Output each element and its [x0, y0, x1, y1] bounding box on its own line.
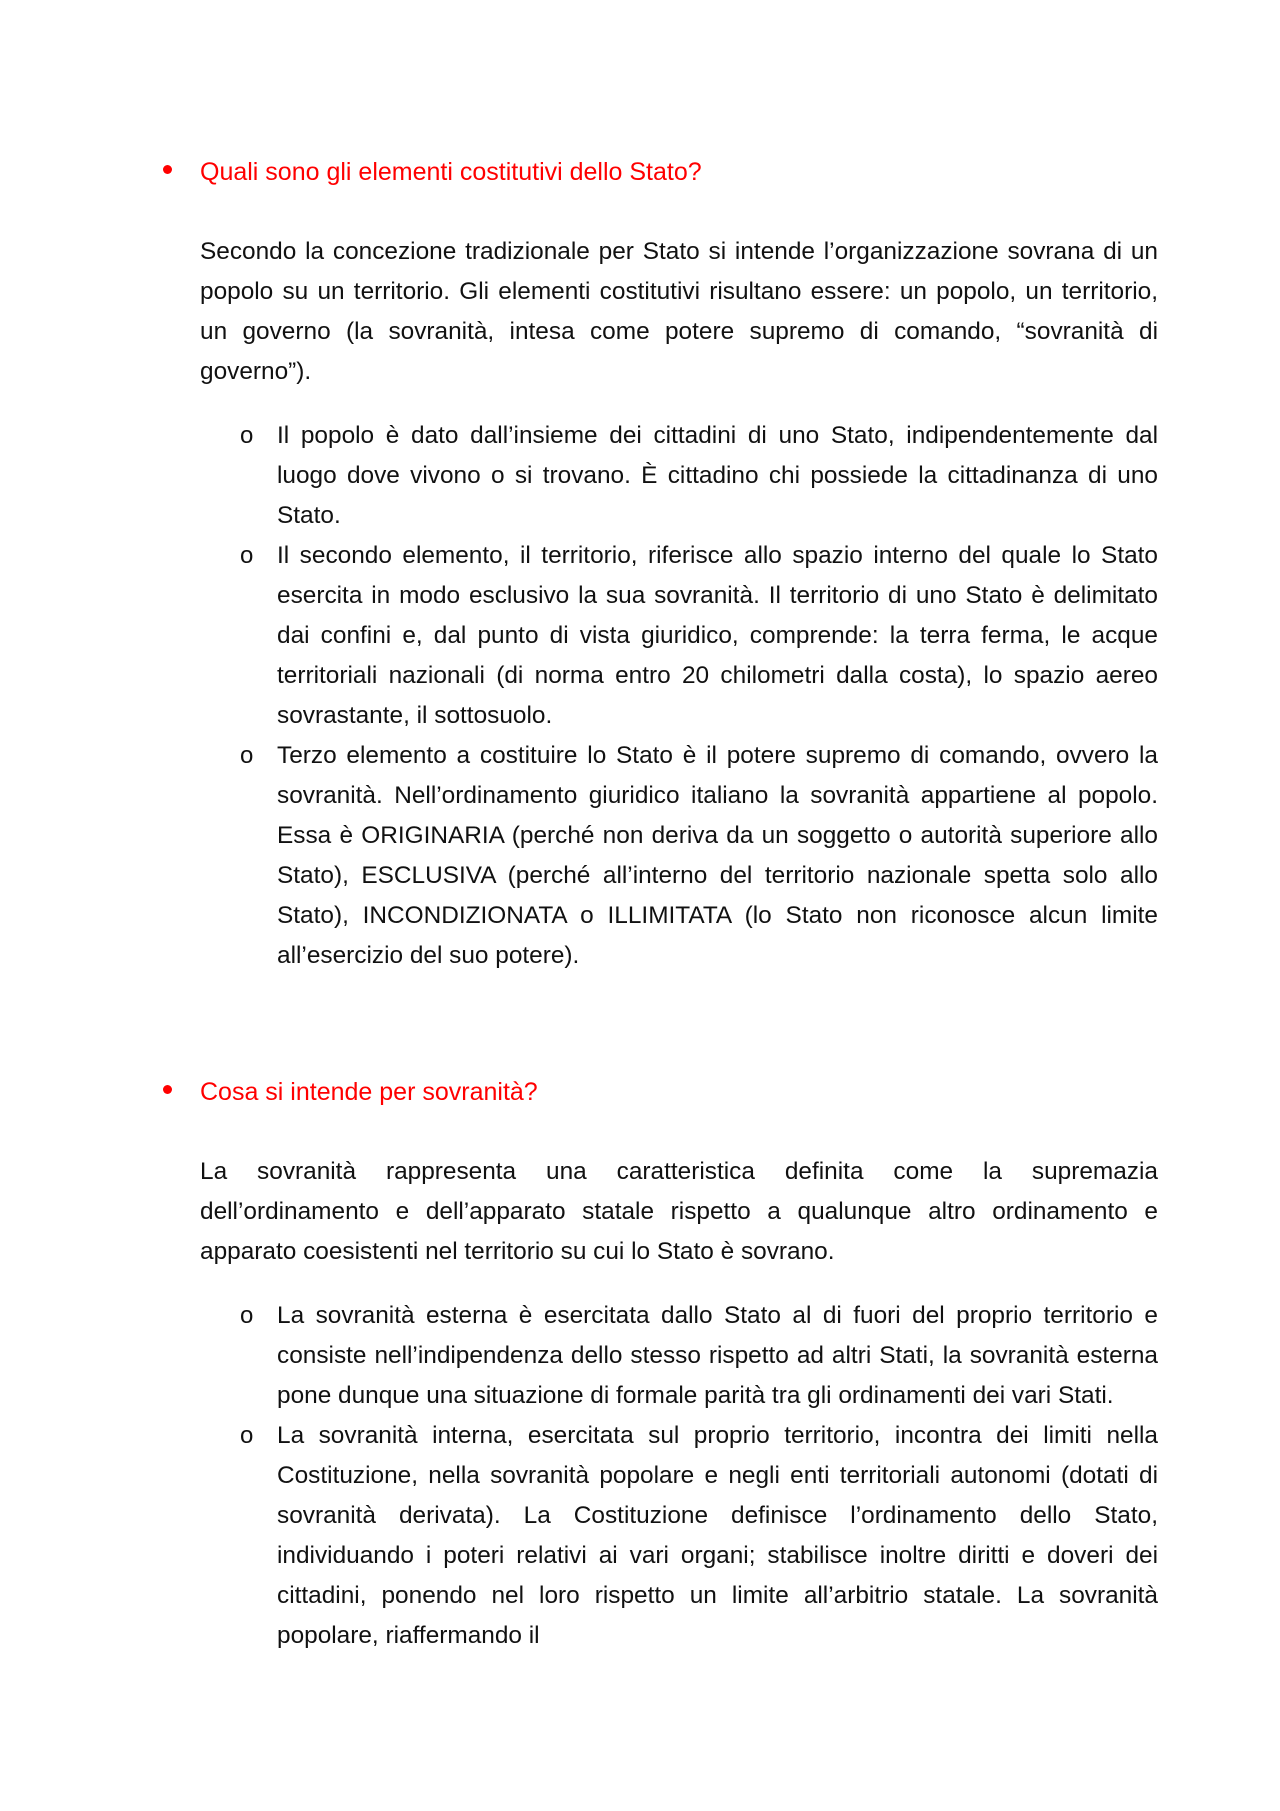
sub-list [0, 1296, 1280, 1656]
circle-bullet-icon: o [240, 542, 254, 570]
list-item-text: La sovranità interna, esercitata sul proprio territorio, incontra dei limiti nella Costituzione, nella sovranità popolare e negli enti territoriali autonomi (dotati di sovranità derivata). La Costituzione definisce l’ordinamento dello Stato, individuando i poteri relativi ai vari organi; stabilisce inoltre diritti e doveri dei cittadini, ponendo nel loro rispetto un limite all’arbitrio statale. La sovranità popolare, riaffermando il [277, 1422, 1158, 1650]
sub-list [0, 416, 1280, 976]
list-item [240, 416, 1158, 536]
circle-bullet-icon: o [240, 1302, 254, 1330]
answer-paragraph: Secondo la concezione tradizionale per Stato si intende l’organizzazione sovrana di un popolo su un territorio. Gli elementi costitutivi risultano essere: un popolo, un territorio, un governo (la sovranità, intesa come potere supremo di comando, “sovranità di governo”). [200, 238, 1158, 385]
list-item-text: Il popolo è dato dall’insieme dei cittadini di uno Stato, indipendentemente dal luogo dove vivono o si trovano. È cittadino chi possiede la cittadinanza di uno Stato. [277, 422, 1158, 530]
list-item-text: Il secondo elemento, il territorio, riferisce allo spazio interno del quale lo Stato esercita in modo esclusivo la sua sovranità. Il territorio di uno Stato è delimitato dai confini e, dal punto di vista giuridico, comprende: la terra ferma, le acque territoriali nazionali (di norma entro 20 chilometri dalla costa), lo spazio aereo sovrastante, il sottosuolo. [277, 542, 1158, 730]
list-item [240, 736, 1158, 976]
bullet-dot-icon [163, 1085, 172, 1094]
question-text: Cosa si intende per sovranità? [200, 1078, 538, 1106]
list-item [240, 1416, 1158, 1656]
list-item [240, 1296, 1158, 1416]
section-sovranita [0, 1072, 1280, 1656]
list-item-text: La sovranità esterna è esercitata dallo Stato al di fuori del proprio territorio e consiste nell’indipendenza dello stesso rispetto ad altri Stati, la sovranità esterna pone dunque una situazione di formale parità tra gli ordinamenti dei vari Stati. [277, 1302, 1158, 1410]
circle-bullet-icon: o [240, 422, 254, 450]
list-item [240, 536, 1158, 736]
question-text: Quali sono gli elementi costitutivi dello Stato? [200, 158, 702, 186]
list-item-text: Terzo elemento a costituire lo Stato è il potere supremo di comando, ovvero la sovranità. Nell’ordinamento giuridico italiano la sovranità appartiene al popolo. Essa è ORIGINARIA (perché non deriva da un soggetto o autorità superiore allo Stato), ESCLUSIVA (perché all’interno del territorio nazionale spetta solo allo Stato), INCONDIZIONATA o ILLIMITATA (lo Stato non riconosce alcun limite all’esercizio del suo potere). [277, 742, 1158, 970]
circle-bullet-icon: o [240, 742, 254, 770]
section-elementi-stato [0, 152, 1280, 976]
bullet-dot-icon [163, 165, 172, 174]
circle-bullet-icon: o [240, 1422, 254, 1450]
question-heading [0, 1072, 1280, 1112]
question-heading [0, 152, 1280, 192]
answer-paragraph: La sovranità rappresenta una caratteristica definita come la supremazia dell’ordinamento e dell’apparato statale rispetto a qualunque altro ordinamento e apparato coesistenti nel territorio su cui lo Stato è sovrano. [200, 1158, 1158, 1265]
